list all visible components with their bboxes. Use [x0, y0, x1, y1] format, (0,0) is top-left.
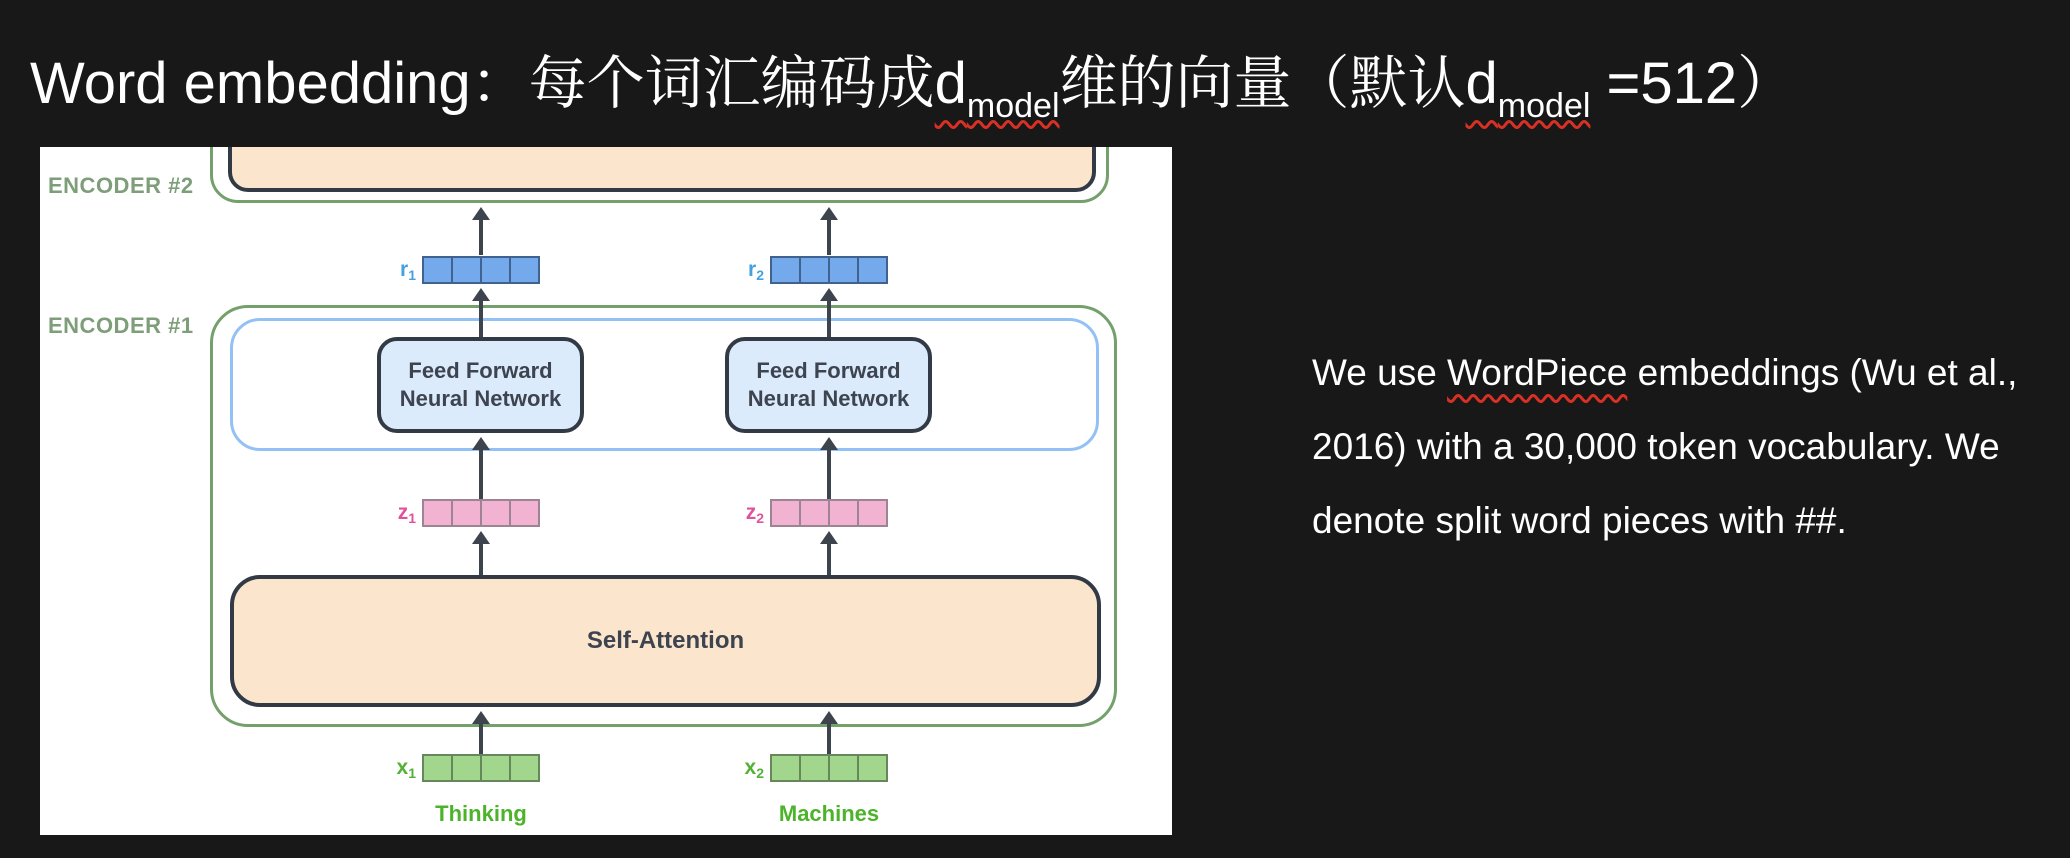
- vector-cell: [828, 258, 857, 282]
- up-arrow-icon: [472, 531, 490, 575]
- caption-line-3: denote split word pieces with ##.: [1312, 500, 1847, 541]
- self-attention-box: [230, 575, 1101, 707]
- caption-wordpiece: WordPiece: [1447, 352, 1628, 393]
- vector-cell: [424, 501, 451, 525]
- vector-z1-label: z1: [397, 500, 416, 526]
- up-arrow-icon: [820, 531, 838, 575]
- vector-cell: [772, 756, 799, 780]
- vector-cell: [480, 501, 509, 525]
- title-text-2: 维的向量（默认: [1059, 50, 1466, 116]
- up-arrow-icon: [820, 288, 838, 337]
- input-word-thinking: Thinking: [435, 801, 527, 826]
- vector-cell: [480, 258, 509, 282]
- vector-z2-cells: [770, 499, 888, 527]
- transformer-encoder-diagram: [40, 147, 1172, 835]
- vector-z1-cells: [422, 499, 540, 527]
- vector-x1-label: x1: [396, 755, 416, 781]
- up-arrow-icon: [472, 207, 490, 255]
- vector-x1: [380, 754, 540, 782]
- title-text-3: =512）: [1590, 50, 1796, 116]
- vector-r1-cells: [422, 256, 540, 284]
- vector-cell: [799, 756, 828, 780]
- title-dmodel-1: [934, 50, 1060, 125]
- up-arrow-icon: [472, 711, 490, 754]
- vector-cell: [480, 756, 509, 780]
- title-d-1: d: [934, 50, 967, 116]
- caption-line-1-pre: We use: [1312, 352, 1448, 393]
- wordpiece-caption: [1312, 336, 2017, 558]
- up-arrow-icon: [820, 207, 838, 255]
- up-arrow-icon: [820, 437, 838, 499]
- vector-cell: [424, 258, 451, 282]
- title-text-1: Word embedding：每个词汇编码成: [30, 50, 935, 116]
- vector-cell: [828, 501, 857, 525]
- vector-cell: [451, 756, 480, 780]
- vector-z2-label: z2: [745, 500, 764, 526]
- caption-line-1-post: embeddings (Wu et al.,: [1627, 352, 2018, 393]
- title-d-2: d: [1465, 50, 1498, 116]
- feed-forward-box-1: [377, 337, 584, 433]
- encoder1-label: ENCODER #1: [48, 313, 194, 338]
- caption-line-2: 2016) with a 30,000 token vocabulary. We: [1312, 426, 2000, 467]
- vector-cell: [509, 501, 538, 525]
- vector-r1-label: r1: [400, 257, 416, 283]
- vector-x2-label: x2: [744, 755, 764, 781]
- vector-z1: [380, 499, 540, 527]
- feed-forward-box-1-line2: Neural Network: [399, 386, 562, 411]
- vector-cell: [424, 756, 451, 780]
- vector-cell: [772, 501, 799, 525]
- vector-r1: [380, 256, 540, 284]
- vector-z2: [728, 499, 888, 527]
- vector-cell: [509, 756, 538, 780]
- vector-cell: [857, 258, 886, 282]
- feed-forward-box-1-line1: Feed Forward: [408, 358, 553, 383]
- vector-cell: [451, 258, 480, 282]
- vector-r2-cells: [770, 256, 888, 284]
- vector-x2-cells: [770, 754, 888, 782]
- vector-cell: [799, 258, 828, 282]
- input-word-machines: Machines: [778, 801, 880, 826]
- feed-forward-box-2: [725, 337, 932, 433]
- vector-cell: [509, 258, 538, 282]
- caption-line-1: [1312, 336, 2017, 410]
- up-arrow-icon: [472, 288, 490, 337]
- slide-title: [30, 47, 1795, 143]
- feed-forward-box-2-line1: Feed Forward: [756, 358, 901, 383]
- up-arrow-icon: [472, 437, 490, 499]
- vector-cell: [799, 501, 828, 525]
- vector-r2: [728, 256, 888, 284]
- feed-forward-layer-outline: [230, 318, 1099, 451]
- encoder2-label: ENCODER #2: [48, 173, 194, 198]
- title-dmodel-2: [1465, 50, 1591, 125]
- vector-cell: [857, 501, 886, 525]
- vector-cell: [451, 501, 480, 525]
- encoder2-attention-box: [228, 147, 1096, 192]
- title-subscript-2: model: [1497, 86, 1591, 125]
- vector-x1-cells: [422, 754, 540, 782]
- up-arrow-icon: [820, 711, 838, 754]
- vector-x2: [728, 754, 888, 782]
- vector-cell: [857, 756, 886, 780]
- vector-r2-label: r2: [748, 257, 764, 283]
- vector-cell: [772, 258, 799, 282]
- vector-cell: [828, 756, 857, 780]
- self-attention-label: Self-Attention: [586, 627, 745, 654]
- feed-forward-box-2-line2: Neural Network: [747, 386, 910, 411]
- title-subscript-1: model: [966, 86, 1060, 125]
